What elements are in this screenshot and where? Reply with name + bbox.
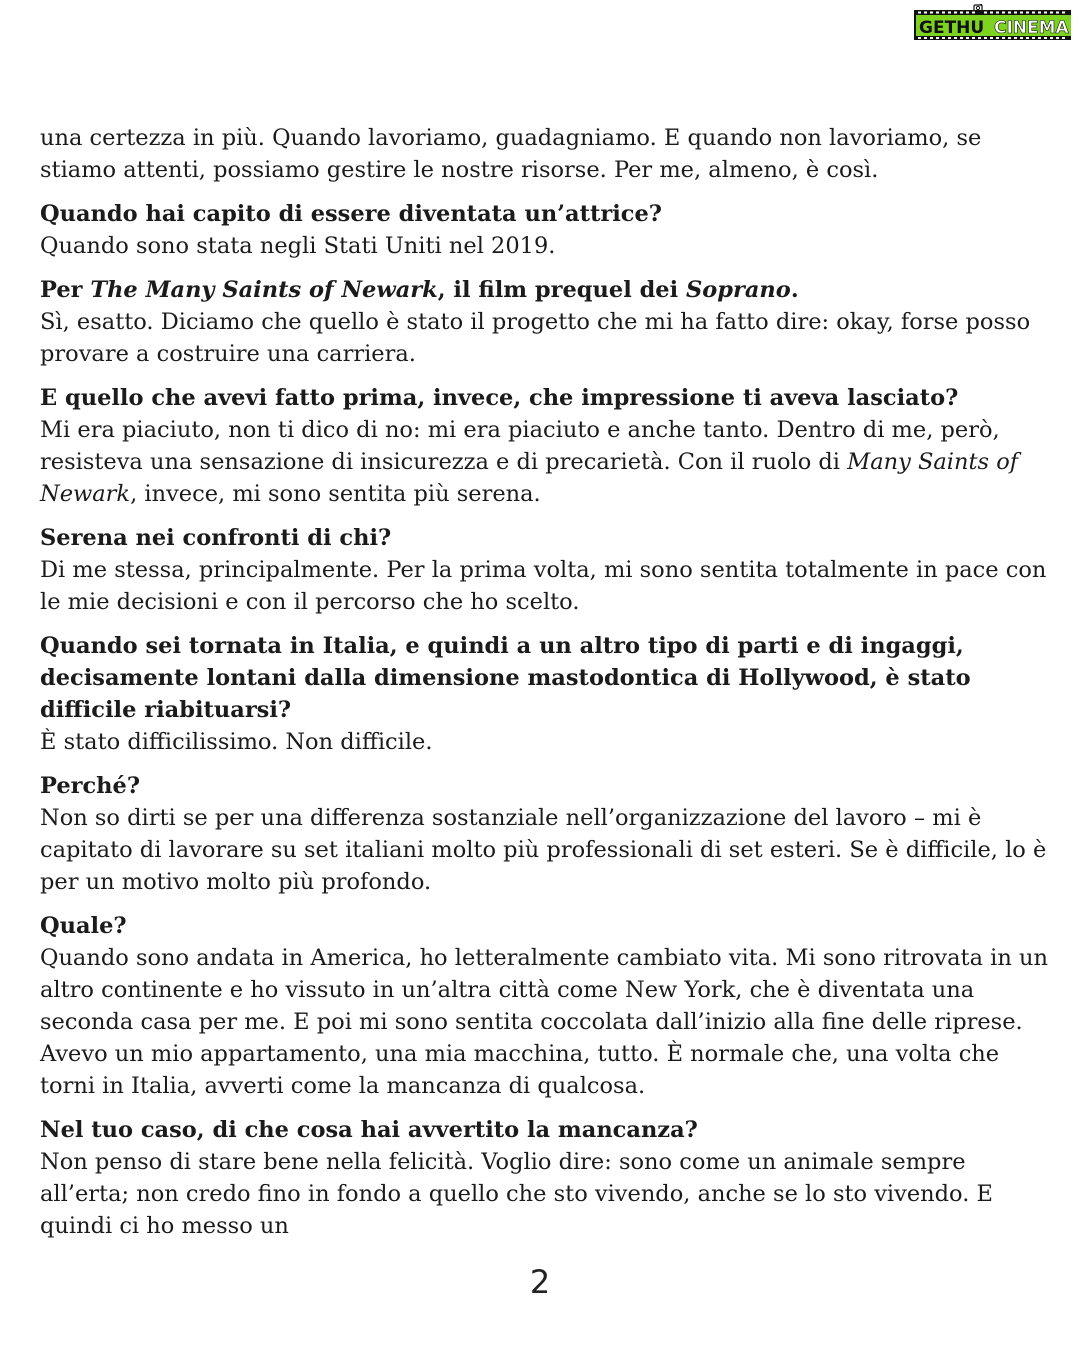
qa-block — [40, 274, 1050, 370]
gethu-cinema-logo — [914, 4, 1074, 44]
question: Nel tuo caso, di che cosa hai avvertito la mancanza? — [40, 1117, 698, 1143]
qa-block — [40, 770, 1050, 898]
question: Per The Many Saints of Newark, il film prequel dei Soprano. — [40, 277, 799, 303]
qa-block — [40, 382, 1050, 510]
answer: Non penso di stare bene nella felicità. Voglio dire: sono come un animale sempre all’erta; non credo fino in fondo a quello che sto vivendo, anche se lo sto vivendo. E quindi ci ho messo un — [40, 1149, 993, 1239]
answer: È stato difficilissimo. Non difficile. — [40, 729, 433, 755]
film-title: Many Saints of Newark — [40, 449, 1019, 507]
question: Quando sei tornata in Italia, e quindi a un altro tipo di parti e di ingaggi, decisamente lontani dalla dimensione mastodontica di Hollywood, è stato difficile riabituarsi? — [40, 633, 971, 723]
qa-block — [40, 198, 1050, 262]
answer: Quando sono andata in America, ho letteralmente cambiato vita. Mi sono ritrovata in un altro continente e ho vissuto in un’altra città come New York, che è diventata una seconda casa per me. E poi mi sono sentita coccolata dall’inizio alla fine delle riprese. Avevo un mio appartamento, una mia macchina, tutto. È normale che, una volta che torni in Italia, avverti come la mancanza di qualcosa. — [40, 945, 1048, 1099]
question: Quale? — [40, 913, 127, 939]
film-title: The Many Saints of Newark — [90, 277, 438, 303]
article-body — [40, 122, 1050, 1254]
answer: Di me stessa, principalmente. Per la prima volta, mi sono sentita totalmente in pace con le mie decisioni e con il percorso che ho scelto. — [40, 557, 1047, 615]
answer: Sì, esatto. Diciamo che quello è stato il progetto che mi ha fatto dire: okay, forse posso provare a costruire una carriera. — [40, 309, 1031, 367]
question: Perché? — [40, 773, 141, 799]
question: Serena nei confronti di chi? — [40, 525, 392, 551]
answer: Mi era piaciuto, non ti dico di no: mi era piaciuto e anche tanto. Dentro di me, però, resisteva una sensazione di insicurezza e di precarietà. Con il ruolo di Many Saints of Newark, invece, mi sono sentita più serena. — [40, 417, 1019, 507]
film-strip-logo-icon — [914, 4, 1074, 44]
qa-block — [40, 910, 1050, 1102]
page-number: 2 — [529, 1263, 551, 1301]
answer: Quando sono stata negli Stati Uniti nel 2019. — [40, 233, 556, 259]
logo-text-cinema: CINEMA — [994, 18, 1069, 38]
series-title: Soprano — [686, 277, 791, 303]
qa-block — [40, 630, 1050, 758]
intro-paragraph: una certezza in più. Quando lavoriamo, guadagniamo. E quando non lavoriamo, se stiamo attenti, possiamo gestire le nostre risorse. Per me, almeno, è così. — [40, 125, 982, 183]
answer: Non so dirti se per una differenza sostanziale nell’organizzazione del lavoro – mi è capitato di lavorare su set italiani molto più professionali di set esteri. Se è difficile, lo è per un motivo molto più profondo. — [40, 805, 1047, 895]
qa-block — [40, 522, 1050, 618]
qa-block — [40, 1114, 1050, 1242]
question: E quello che avevi fatto prima, invece, che impressione ti aveva lasciato? — [40, 385, 959, 411]
question: Quando hai capito di essere diventata un’attrice? — [40, 201, 662, 227]
logo-text-gethu: GETHU — [919, 18, 985, 38]
